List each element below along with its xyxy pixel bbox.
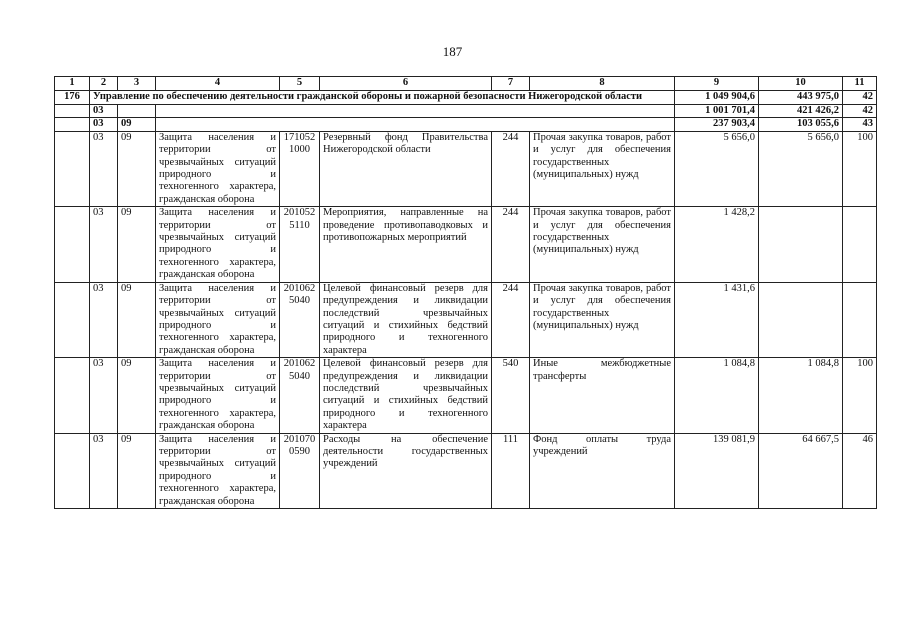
row-target-name: Расходы на обеспечение деятельности государственных учреждений: [320, 433, 492, 508]
subsection-amount-actual: 103 055,6: [759, 118, 843, 131]
row-subsection: 09: [118, 131, 156, 206]
row-subsection-name: Защита населения и территории от чрезвычайных ситуаций природного и техногенного характера, гражданская оборона: [156, 358, 280, 433]
row-subsection: 09: [118, 282, 156, 357]
header-cell: 4: [156, 77, 280, 91]
organization-code: 176: [55, 91, 90, 105]
table-row: [55, 282, 877, 357]
row-percent: 100: [843, 131, 877, 206]
organization-title: Управление по обеспечению деятельности гражданской обороны и пожарной безопасности Нижегородской области: [90, 91, 675, 105]
subsection-percent: 43: [843, 118, 877, 131]
header-cell: 9: [675, 77, 759, 91]
header-cell: 3: [118, 77, 156, 91]
row-expense-name: Прочая закупка товаров, работ и услуг для обеспечения государственных (муниципальных) нужд: [530, 282, 675, 357]
row-expense-code: 244: [492, 282, 530, 357]
row-subsection: 09: [118, 207, 156, 282]
subsection-code: 09: [118, 118, 156, 131]
row-amount-plan: 5 656,0: [675, 131, 759, 206]
section-amount-actual: 421 426,2: [759, 105, 843, 118]
page-number: 187: [442, 44, 463, 59]
row-expense-name: Фонд оплаты труда учреждений: [530, 433, 675, 508]
row-section: 03: [90, 207, 118, 282]
organization-row: [55, 91, 877, 105]
header-row: [55, 77, 877, 91]
row-section: 03: [90, 131, 118, 206]
header-cell: 11: [843, 77, 877, 91]
row-amount-plan: 1 084,8: [675, 358, 759, 433]
row-target-name: Целевой финансовый резерв для предупреждения и ликвидации последствий чрезвычайных ситуаций и стихийных бедствий природного и техногенного характера: [320, 282, 492, 357]
row-amount-actual: [759, 282, 843, 357]
row-expense-code: 244: [492, 131, 530, 206]
row-subsection-name: Защита населения и территории от чрезвычайных ситуаций природного и техногенного характера, гражданская оборона: [156, 282, 280, 357]
section-code: 03: [90, 105, 118, 118]
section-percent: 42: [843, 105, 877, 118]
row-section: 03: [90, 433, 118, 508]
row-subsection: 09: [118, 433, 156, 508]
row-amount-actual: 5 656,0: [759, 131, 843, 206]
row-amount-plan: 1 428,2: [675, 207, 759, 282]
subsection-amount-plan: 237 903,4: [675, 118, 759, 131]
row-section: 03: [90, 282, 118, 357]
row-expense-code: 540: [492, 358, 530, 433]
row-expense-name: Прочая закупка товаров, работ и услуг для обеспечения государственных (муниципальных) нужд: [530, 131, 675, 206]
budget-table: [54, 76, 877, 509]
row-expense-name: Прочая закупка товаров, работ и услуг для обеспечения государственных (муниципальных) нужд: [530, 207, 675, 282]
row-target-code: 171052 1000: [280, 131, 320, 206]
section-row: [55, 105, 877, 118]
row-amount-actual: 1 084,8: [759, 358, 843, 433]
row-target-name: Мероприятия, направленные на проведение противопаводковых и противопожарных мероприятий: [320, 207, 492, 282]
table-row: [55, 207, 877, 282]
row-percent: [843, 282, 877, 357]
row-expense-code: 111: [492, 433, 530, 508]
organization-percent: 42: [843, 91, 877, 105]
header-cell: 7: [492, 77, 530, 91]
header-cell: 6: [320, 77, 492, 91]
header-cell: 5: [280, 77, 320, 91]
header-cell: 2: [90, 77, 118, 91]
row-subsection-name: Защита населения и территории от чрезвычайных ситуаций природного и техногенного характера, гражданская оборона: [156, 131, 280, 206]
table-row: [55, 358, 877, 433]
header-cell: 1: [55, 77, 90, 91]
organization-amount-actual: 443 975,0: [759, 91, 843, 105]
table-row: [55, 131, 877, 206]
row-target-code: 201052 5110: [280, 207, 320, 282]
row-percent: 46: [843, 433, 877, 508]
row-amount-plan: 1 431,6: [675, 282, 759, 357]
section-amount-plan: 1 001 701,4: [675, 105, 759, 118]
row-target-code: 201062 5040: [280, 282, 320, 357]
header-cell: 10: [759, 77, 843, 91]
organization-amount-plan: 1 049 904,6: [675, 91, 759, 105]
row-subsection: 09: [118, 358, 156, 433]
row-percent: [843, 207, 877, 282]
row-amount-actual: [759, 207, 843, 282]
row-target-code: 201062 5040: [280, 358, 320, 433]
row-amount-plan: 139 081,9: [675, 433, 759, 508]
row-target-name: Резервный фонд Правительства Нижегородской области: [320, 131, 492, 206]
row-target-code: 201070 0590: [280, 433, 320, 508]
subsection-section-code: 03: [90, 118, 118, 131]
row-percent: 100: [843, 358, 877, 433]
row-expense-code: 244: [492, 207, 530, 282]
subsection-row: [55, 118, 877, 131]
row-subsection-name: Защита населения и территории от чрезвычайных ситуаций природного и техногенного характера, гражданская оборона: [156, 433, 280, 508]
row-target-name: Целевой финансовый резерв для предупреждения и ликвидации последствий чрезвычайных ситуаций и стихийных бедствий природного и техногенного характера: [320, 358, 492, 433]
row-subsection-name: Защита населения и территории от чрезвычайных ситуаций природного и техногенного характера, гражданская оборона: [156, 207, 280, 282]
table-row: [55, 433, 877, 508]
row-section: 03: [90, 358, 118, 433]
row-expense-name: Иные межбюджетные трансферты: [530, 358, 675, 433]
header-cell: 8: [530, 77, 675, 91]
row-amount-actual: 64 667,5: [759, 433, 843, 508]
